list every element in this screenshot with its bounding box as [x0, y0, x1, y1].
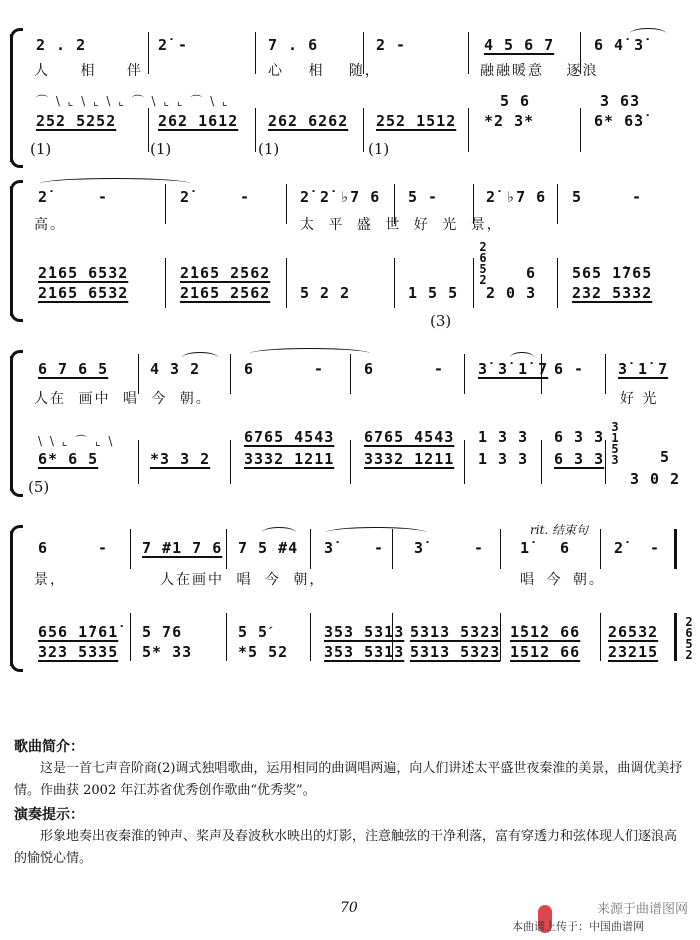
accomp-measure: 2165 2562 [180, 284, 271, 302]
accomp-measure: 3332 1211 [364, 450, 455, 468]
accomp-measure: 353 5313 [324, 643, 405, 661]
tempo-marking: rit. 结束句 [530, 523, 589, 537]
melody-measure: 5 - [408, 188, 439, 206]
melody-measure: 4 3 2 [150, 360, 201, 378]
accomp-measure: 252 1512 [376, 112, 457, 130]
performance-paragraph: 形象地奏出夜秦淮的钟声、桨声及春波秋水映出的灯影，注意触弦的干净利落，富有穿透力和弦体现人们逐浪高的愉悦心情。 [14, 829, 678, 866]
lyric-line: 太 平 盛 世 好 光 景， [300, 217, 503, 233]
tie [250, 348, 370, 359]
accomp-measure: 2165 6532 [38, 284, 129, 302]
phrase-number: (1) [368, 140, 390, 158]
melody-measure: 1̇ 6 [520, 539, 571, 557]
accomp-measure: 6* 6 5 [38, 450, 99, 468]
chord-stack: 2 6 5 2 [479, 240, 487, 287]
accomp-upper: 2̇165 2562 [180, 264, 271, 282]
slur [630, 28, 666, 39]
melody-measure: 6 4̇ 3̇ [594, 36, 645, 54]
accomp-measure: 3 0 2 [630, 470, 681, 488]
bowing-marks: \ \ ⌞ ⌒ ⌞ \ [38, 434, 115, 448]
accomp-upper: 5 6 [500, 92, 531, 110]
watermark-upload: 本曲谱上传于：中国曲谱网 [512, 920, 644, 933]
watermark-source: 来源于曲谱图网 [596, 902, 688, 917]
melody-measure: 6 - [554, 360, 585, 378]
accomp-measure: *2 3* [484, 112, 535, 130]
melody-measure: 2̇ 2̇ ♭7 6 [300, 188, 381, 206]
lyric-line: 唱 今 朝。 [520, 572, 605, 588]
lyric-line: 好 光 [620, 391, 659, 407]
accomp-upper: 1̇51̇2 66 [510, 623, 581, 641]
system-brace [10, 34, 27, 162]
accomp-measure: 262 6262 [268, 112, 349, 130]
system-brace [10, 356, 27, 491]
accomp-measure: 5313 5323 [410, 643, 501, 661]
performance-heading: 演奏提示： [14, 807, 84, 823]
accomp-measure: *3 3 2 [150, 450, 211, 468]
melody-measure: 2̇ ♭7 6 [486, 188, 547, 206]
melody-measure: 4 5 6 7 [484, 36, 555, 54]
score-system-1 [10, 28, 690, 163]
accomp-measure: 5* 33 [142, 643, 193, 661]
accomp-upper: 6 3 3 [554, 428, 605, 446]
score-system-3 [10, 350, 690, 500]
chord-stack: 3 1 5 3 [611, 420, 619, 467]
phrase-number: (1) [150, 140, 172, 158]
lyric-line: 高。 [34, 217, 66, 233]
melody-measure: 3̇ - [414, 539, 485, 557]
accomp-upper: 3 63 [600, 92, 641, 110]
accomp-upper: 5 76 [142, 623, 183, 641]
accomp-measure: 1 5 5 [408, 284, 459, 302]
accomp-measure: 23215 [608, 643, 659, 661]
accomp-measure: 2 0 3 [486, 284, 537, 302]
melody-measure: 2 - [376, 36, 407, 54]
intro-heading: 歌曲简介： [14, 739, 84, 755]
system-brace [10, 531, 27, 666]
system-brace [10, 186, 27, 316]
accomp-measure: 3332 1211 [244, 450, 335, 468]
accomp-upper: 1 3 3 [478, 428, 529, 446]
bowing-marks: ⌒ \ ⌞ \ ⌞ \ ⌞ ⌒ \ ⌞ ⌞ ⌒ \ ⌞ [36, 94, 230, 108]
accomp-upper: 5313 5323 [410, 623, 501, 641]
score-system-4 [10, 523, 693, 675]
melody-measure: 5 - [572, 188, 643, 206]
phrase-number: (3) [430, 312, 452, 330]
lyric-line: 景， [34, 572, 66, 588]
accomp-upper: 26532 [608, 623, 659, 641]
lyric-line: 人在 画中 唱 今 朝。 [34, 391, 212, 407]
accomp-upper: 6765 4543 [364, 428, 455, 446]
phrase-number: (1) [30, 140, 52, 158]
accomp-upper: 565 1̇765 [572, 264, 653, 282]
tie [326, 527, 426, 538]
accomp-upper: 656 1̇761̇ [38, 623, 119, 641]
accomp-upper: 353 5313 [324, 623, 405, 641]
melody-measure: 2̇ - [38, 188, 109, 206]
phrase-number: (5) [28, 478, 50, 496]
melody-measure: 2̇ - [180, 188, 251, 206]
accomp-measure: 6 3 3 [554, 450, 605, 468]
melody-measure: 3̇ 3̇ 1̇ 7 [478, 360, 549, 378]
lyric-line: 融融暖意 逐浪 [480, 63, 599, 79]
intro-paragraph: 这是一首七声音阶商(2)调式独唱歌曲，运用相同的曲调唱两遍，向人们讲述太平盛世夜秦淮的美景，曲调优美抒情。作曲获 2002 年江苏省优秀创作歌曲“优秀奖”。 [14, 761, 683, 798]
melody-measure: 3̇ - [324, 539, 385, 557]
accomp-measure: 1512 66 [510, 643, 581, 661]
accomp-measure: 6* 6̇3̇ [594, 112, 645, 130]
accomp-measure: 323 5335 [38, 643, 119, 661]
accomp-upper: 5 [660, 448, 671, 466]
melody-measure: 2̇ - [158, 36, 189, 54]
melody-measure: 6 7 6 5 [38, 360, 109, 378]
melody-measure: 2 . 2 [36, 36, 87, 54]
lyric-line: 人在画中 唱 今 朝， [160, 572, 326, 588]
slur [262, 527, 296, 538]
accomp-measure: 1 3 3 [478, 450, 529, 468]
accomp-upper: 6765 4543 [244, 428, 335, 446]
lyric-line: 心 相 随， [268, 63, 381, 79]
accomp-measure: 262 1612 [158, 112, 239, 130]
accomp-measure: 252 5252 [36, 112, 117, 130]
page-number: 70 [340, 900, 358, 916]
melody-measure: 6 - [364, 360, 445, 378]
melody-measure: 2̇ - [614, 539, 661, 557]
phrase-number: (1) [258, 140, 280, 158]
melody-measure: 6 - [38, 539, 109, 557]
accomp-upper: 2̇165 6532 [38, 264, 129, 282]
accomp-upper: 5 5ˊ [238, 623, 275, 641]
accomp-measure: 5 2 2 [300, 284, 351, 302]
accomp-measure: 232 5332 [572, 284, 653, 302]
accomp-measure: *5 52 [238, 643, 289, 661]
melody-measure: 7 . 6 [268, 36, 319, 54]
melody-measure: 6 - [244, 360, 325, 378]
melody-measure: 7 5 #4 [238, 539, 299, 557]
chord-stack: 2 6 5 2 [685, 615, 693, 662]
melody-measure: 7 #1 7 6 [142, 539, 223, 557]
score-system-2 [10, 180, 690, 330]
lyric-line: 人 相 伴 [34, 63, 143, 79]
melody-measure: 3̇ 1̇ 7 [618, 360, 669, 378]
accomp-upper: 6 [526, 264, 537, 282]
